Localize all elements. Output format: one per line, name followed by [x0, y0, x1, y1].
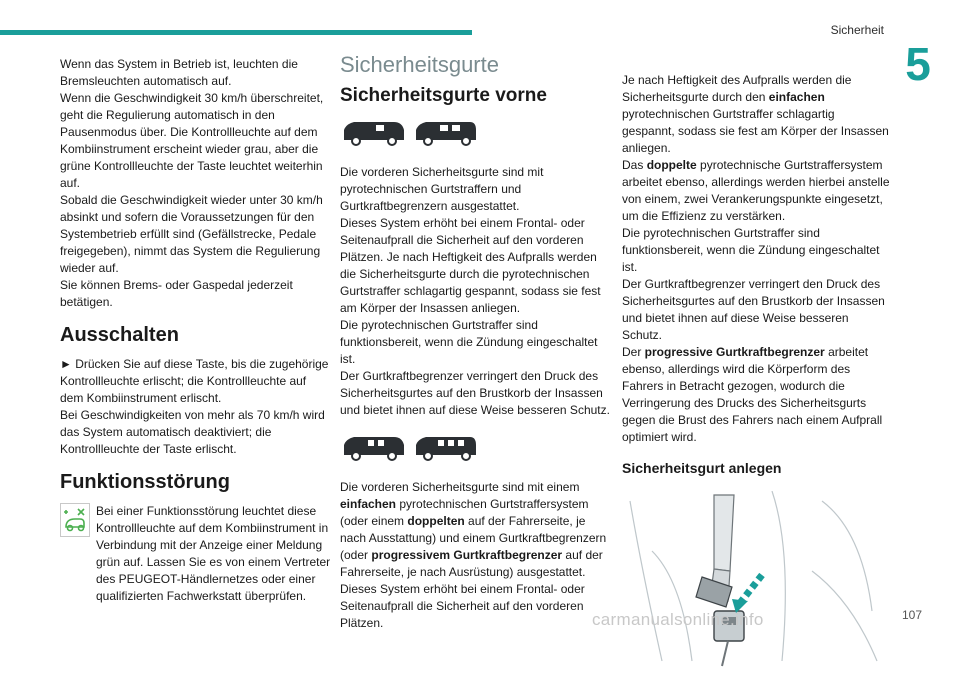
text-bold: einfachen [340, 497, 397, 511]
vehicle-variants-row-2 [342, 433, 610, 461]
malfunction-text: Bei einer Funktionsstörung leuchtet diese Kontrollleuchte auf dem Kombiinstrument in Verbindung mit der Anzeige einer Meldung grün auf. Lassen Sie es von einem Vertreter des PEUGEOT-Händlernetzes oder einer qualifizierten Fachwerkstatt überprüfen. [96, 504, 331, 603]
heading-ausschalten: Ausschalten [60, 324, 179, 346]
pretensioner-paragraph-2 [622, 157, 890, 225]
page-number: 107 [901, 608, 922, 622]
van-icon-short [342, 118, 406, 146]
text-bold: progressivem Gurtkraftbegrenzer [371, 548, 563, 562]
van-icon-long-seats [414, 433, 478, 461]
watermark: carmanualsonline.info [592, 610, 764, 629]
intro-paragraph-3: Sobald die Geschwindigkeit wieder unter 30 km/h absinkt und sofern die Voraussetzungen für den Systembetrieb erfüllt sind (Gefällstrecke, Pedale freigegeben), nimmt das System die Regulierung wieder auf. [60, 193, 323, 275]
belts-variant-paragraph [340, 479, 610, 581]
text-run: pyrotechnischen Gurtstraffer schlagartig gespannt, sodass sie fest am Körper der Insassen anliegen. [622, 107, 889, 155]
pretensioner-paragraph-5 [622, 344, 890, 446]
van-icon-short-seats [342, 433, 406, 461]
belts-paragraph-1: Die vorderen Sicherheitsgurte sind mit pyrotechnischen Gurtstraffern und Gurtkraftbegrenzern ausgestattet. [340, 165, 544, 213]
belts-paragraph-4: Der Gurtkraftbegrenzer verringert den Druck des Sicherheitsgurtes auf den Brustkorb der Insassen und bietet ihnen auf diese Weise besseren Schutz. [340, 369, 610, 417]
pretensioner-paragraph-1 [622, 72, 890, 157]
heading-sicherheitsgurte-vorne: Sicherheitsgurte vorne [340, 85, 547, 106]
belts-paragraph-2: Dieses System erhöht bei einem Frontal- oder Seitenaufprall die Sicherheit auf den vorderen Plätzen. Je nach Heftigkeit des Aufpralls werden die Sicherheitsgurte durch die pyrotechnischen Gurtstraffer schlagartig gespannt, sodass sie fest am Körper der Insassen anliegen. [340, 216, 601, 315]
intro-paragraph-2: Wenn die Geschwindigkeit 30 km/h überschreitet, geht die Regulierung automatisch in den Pausenmodus über. Die Kontrollleuchte auf dem Kombiinstrument erscheint wieder grau, aber die grüne Kontrollleuchte der Taste leuchtet weiterhin auf. [60, 91, 324, 190]
text-bold: doppelten [407, 514, 465, 528]
text-run: arbeitet ebenso, allerdings wird die Körperform des Fahrers in Betracht gezogen, wodurch die Verringerung des Drucks des Sicherheitsgurts gegen die Brust des Fahrers nach einem Aufprall optimiert wird. [622, 345, 883, 444]
column-2 [340, 52, 610, 632]
text-run: Je nach Heftigkeit des Aufpralls werden die Sicherheitsgurte durch den [622, 73, 852, 104]
pretensioner-paragraph-3: Die pyrotechnischen Gurtstraffer sind funktionsbereit, wenn die Zündung eingeschaltet ist. [622, 226, 880, 274]
belts-paragraph-3: Die pyrotechnischen Gurtstraffer sind funktionsbereit, wenn die Zündung eingeschaltet ist. [340, 318, 598, 366]
text-run: Das [622, 158, 647, 172]
vehicle-variants-row-1 [342, 118, 610, 146]
warning-light-icon [60, 503, 90, 537]
text-bold: progressive Gurtkraftbegrenzer [644, 345, 825, 359]
text-run: auf der Fahrerseite, je nach Ausrüstung) ausgestattet. [340, 548, 603, 579]
column-3 [622, 72, 890, 674]
heading-funktionsstoerung: Funktionsstörung [60, 471, 230, 493]
text-run: pyrotechnische Gurtstraffersystem arbeitet ebenso, allerdings werden hierbei anstelle von einem, zwei Verankerungspunkte eingesetzt, um die Effizienz zu verstärken. [622, 158, 890, 223]
text-run: Der [622, 345, 645, 359]
seatbelt-illustration [622, 491, 884, 669]
text-run: auf der Fahrerseite, je nach Ausstattung) und einem Gurtkraftbegrenzern (oder [340, 514, 607, 562]
van-icon-long [414, 118, 478, 146]
ausschalten-paragraph-1: ► Drücken Sie auf diese Taste, bis die zugehörige Kontrollleuchte erlischt; die Kontrollleuchte auf dem Kombiinstrument erlischt. [60, 357, 329, 405]
chapter-number: 5 [905, 38, 931, 90]
text-run: Die vorderen Sicherheitsgurte sind mit einem [340, 480, 580, 494]
heading-sicherheitsgurt-anlegen: Sicherheitsgurt anlegen [622, 460, 782, 476]
section-title: Sicherheit [830, 23, 884, 37]
header-accent-bar [0, 30, 472, 35]
heading-sicherheitsgurte: Sicherheitsgurte [340, 52, 499, 77]
malfunction-block [60, 503, 332, 605]
belts-variant-paragraph-end: Dieses System erhöht bei einem Frontal- oder Seitenaufprall die Sicherheit auf den vorderen Plätzen. [340, 582, 585, 630]
text-bold: einfachen [768, 90, 825, 104]
text-bold: doppelte [646, 158, 697, 172]
ausschalten-paragraph-2: Bei Geschwindigkeiten von mehr als 70 km/h wird das System automatisch deaktiviert; die Kontrollleuchte der Taste erlischt. [60, 408, 325, 456]
text-run: pyrotechnischen Gurtstraffersystem (oder einem [340, 497, 589, 528]
pretensioner-paragraph-4: Der Gurtkraftbegrenzer verringert den Druck des Sicherheitsgurtes auf den Brustkorb der Insassen und bietet ihnen auf diese Weise besseren Schutz. [622, 277, 885, 342]
column-1 [60, 56, 332, 605]
intro-paragraph-1: Wenn das System in Betrieb ist, leuchten die Bremsleuchten automatisch auf. [60, 57, 298, 88]
intro-paragraph-4: Sie können Brems- oder Gaspedal jederzeit betätigen. [60, 278, 293, 309]
